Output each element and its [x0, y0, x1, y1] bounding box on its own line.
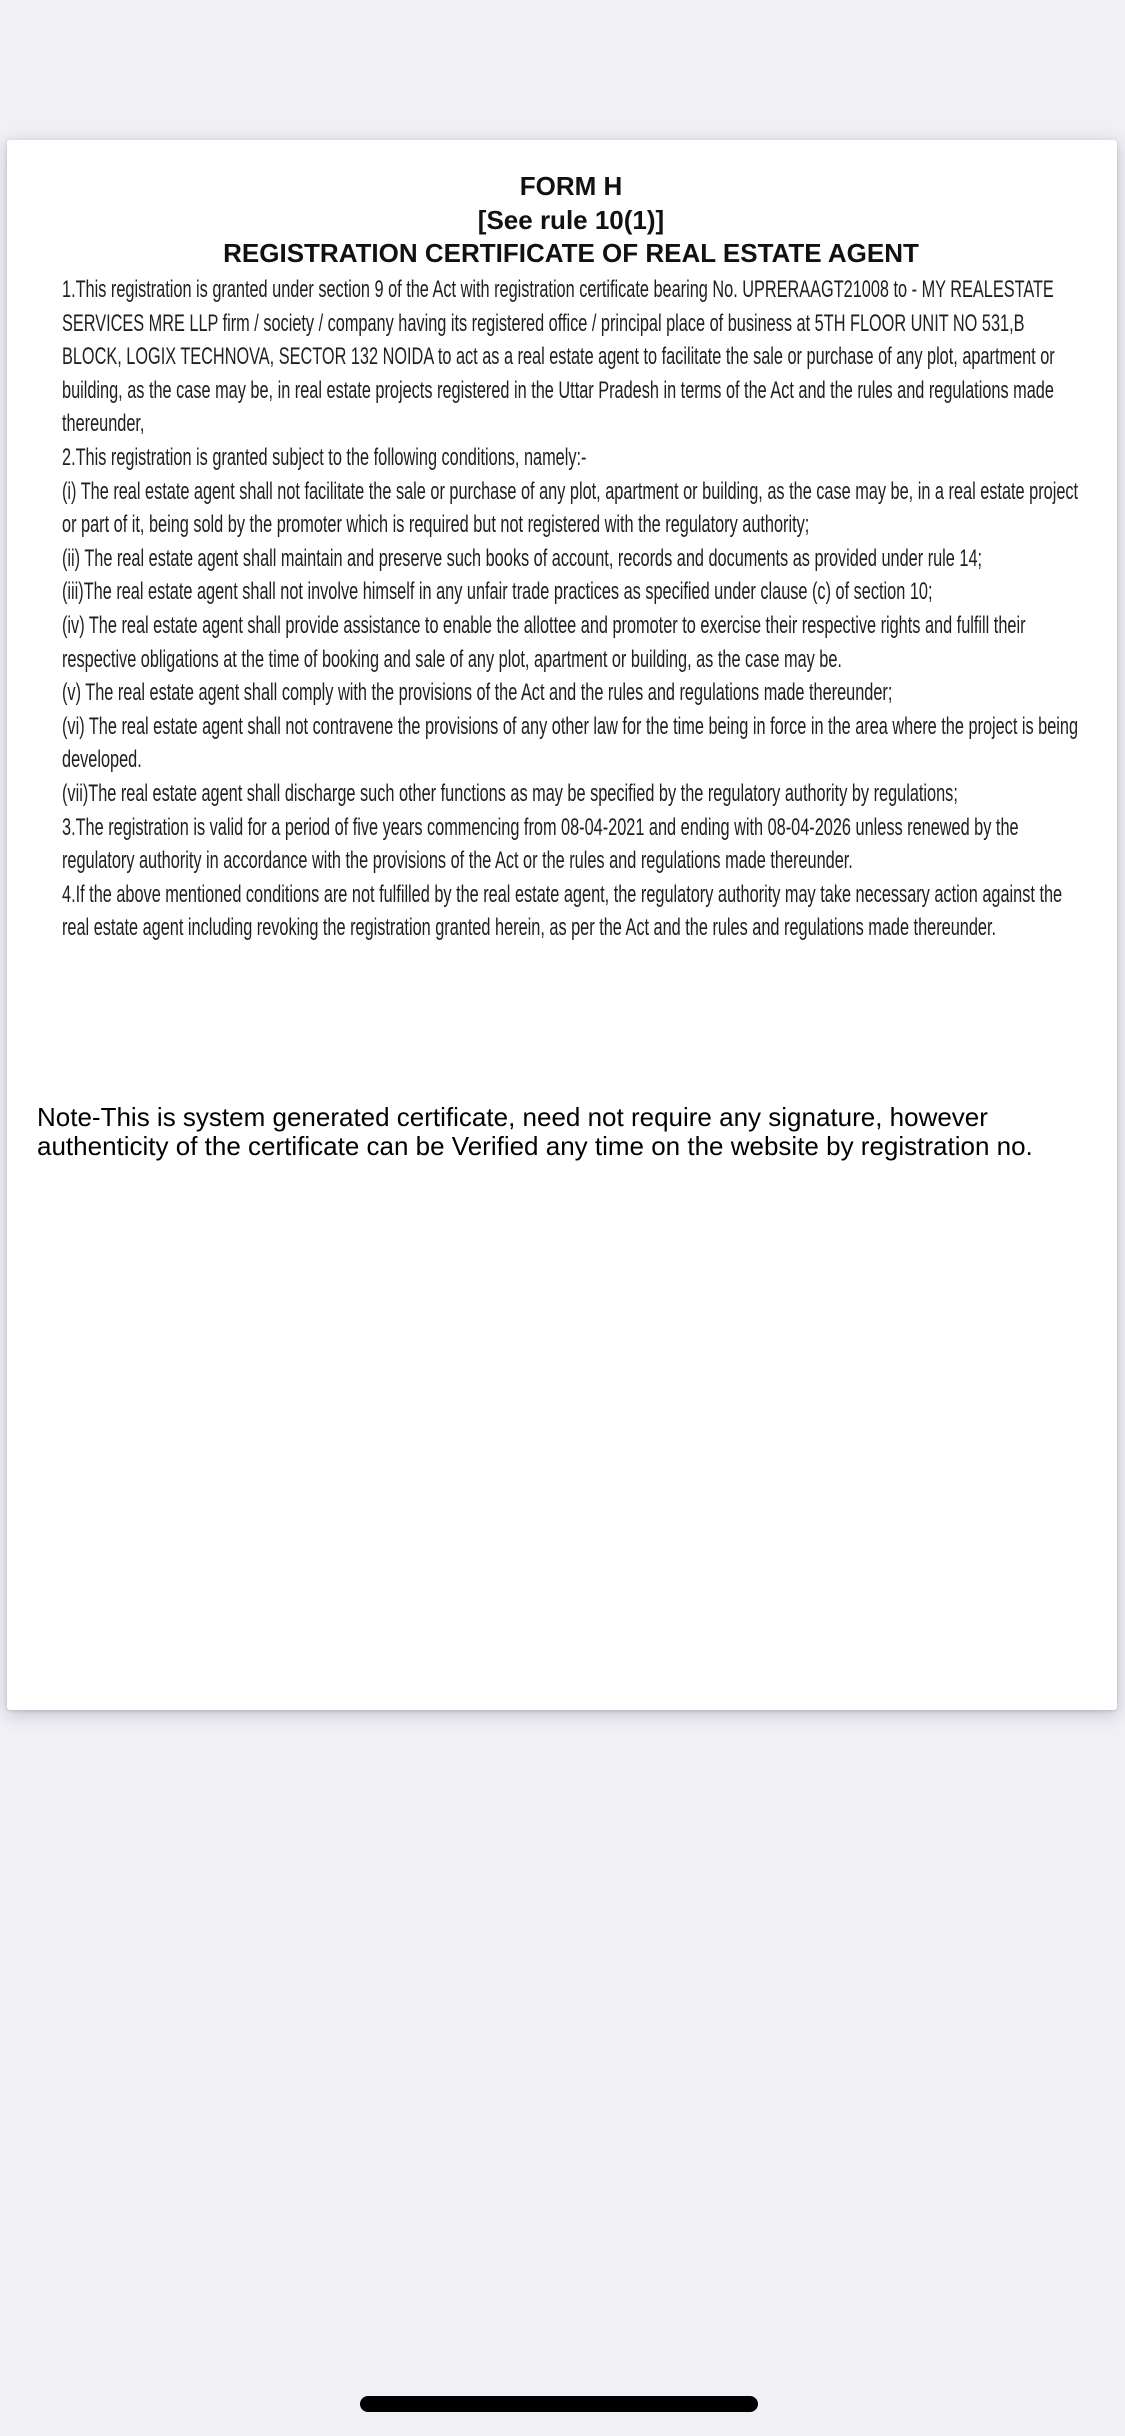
condition-i: (i) The real estate agent shall not facilitate the sale or purchase of any plot, apartment or building, as the case may be, in a real estate project or part of it, being sold by the promoter which is required but not registered with the regulatory authority;	[62, 477, 1079, 539]
certificate-body	[62, 273, 1081, 945]
clause-1-grant: 1.This registration is granted under section 9 of the Act with registration certificate bearing No. UPRERAAGT21008 to - MY REALESTATE SERVICES MRE LLP firm / society / company having its registered office / principal place of business at 5TH FLOOR UNIT NO 531,B BLOCK, LOGIX TECHNOVA, SECTOR 132 NOIDA to act as a real estate agent to facilitate the sale or purchase of any plot, apartment or building, as the case may be, in real estate projects registered in the Uttar Pradesh in terms of the Act and the rules and regulations made thereunder,	[62, 276, 1055, 438]
condition-iii: (iii)The real estate agent shall not involve himself in any unfair trade practices as specified under clause (c) of section 10;	[62, 578, 933, 606]
condition-iv: (iv) The real estate agent shall provide assistance to enable the allottee and promoter to exercise their respective rights and fulfill their respective obligations at the time of booking and sale of any plot, apartment or building, as the case may be.	[62, 611, 1026, 673]
certificate-header	[62, 170, 1080, 271]
clause-3-validity: 3.The registration is valid for a period of five years commencing from 08-04-2021 and ending with 08-04-2026 unless renewed by the regulatory authority in accordance with the provisions of the Act or the rules and regulations made thereunder.	[62, 813, 1019, 875]
rule-reference: [See rule 10(1)]	[477, 204, 665, 235]
certificate-page	[7, 140, 1117, 1710]
clause-4-revocation: 4.If the above mentioned conditions are not fulfilled by the real estate agent, the regulatory authority may take necessary action against the real estate agent including revoking the registration granted herein, as per the Act and the rules and regulations made thereunder.	[62, 880, 1063, 942]
condition-vi: (vi) The real estate agent shall not contravene the provisions of any other law for the time being in force in the area where the project is being developed.	[62, 712, 1079, 774]
clause-2-conditions-intro: 2.This registration is granted subject to the following conditions, namely:-	[62, 443, 587, 471]
condition-ii: (ii) The real estate agent shall maintain and preserve such books of account, records and documents as provided under rule 14;	[62, 544, 983, 572]
certificate-title: REGISTRATION CERTIFICATE OF REAL ESTATE AGENT	[223, 238, 919, 269]
form-title: FORM H	[519, 171, 623, 201]
system-generated-note: Note-This is system generated certificate, need not require any signature, however authenticity of the certificate can be Verified any time on the website by registration no.	[37, 1102, 1033, 1161]
condition-vii: (vii)The real estate agent shall discharge such other functions as may be specified by the regulatory authority by regulations;	[62, 779, 958, 807]
home-indicator[interactable]	[360, 2396, 758, 2412]
condition-v: (v) The real estate agent shall comply with the provisions of the Act and the rules and regulations made thereunder;	[62, 679, 893, 707]
